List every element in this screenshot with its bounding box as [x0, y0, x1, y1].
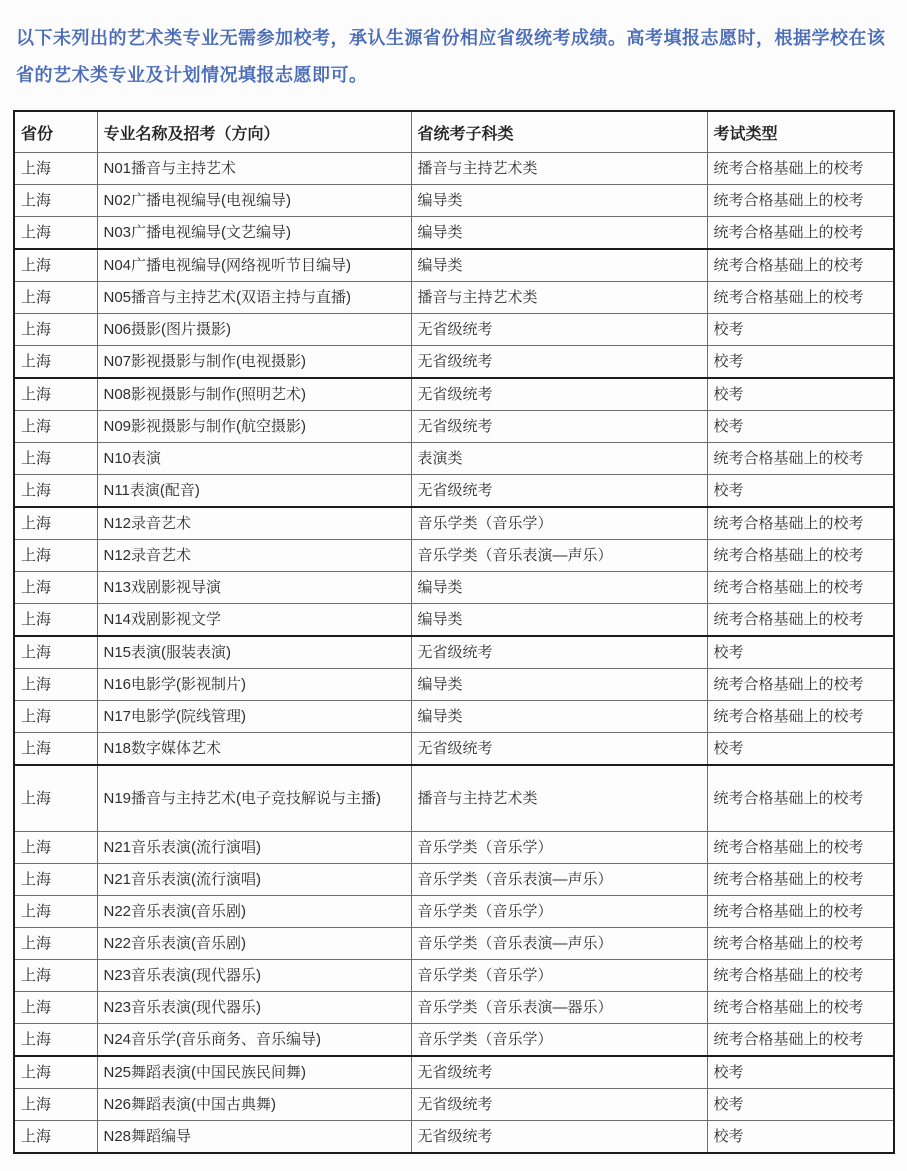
cell-exam-type: 校考	[707, 1056, 894, 1089]
cell-major: N22音乐表演(音乐剧)	[97, 896, 411, 928]
cell-subcategory: 播音与主持艺术类	[411, 282, 707, 314]
cell-major: N23音乐表演(现代器乐)	[97, 992, 411, 1024]
cell-major: N26舞蹈表演(中国古典舞)	[97, 1089, 411, 1121]
table-row	[14, 411, 894, 443]
cell-province: 上海	[14, 896, 97, 928]
cell-subcategory: 音乐学类（音乐表演—声乐）	[411, 928, 707, 960]
table-row	[14, 1056, 894, 1089]
cell-major: N12录音艺术	[97, 540, 411, 572]
cell-major: N21音乐表演(流行演唱)	[97, 864, 411, 896]
cell-province: 上海	[14, 443, 97, 475]
cell-province: 上海	[14, 1089, 97, 1121]
header-exam-type: 考试类型	[707, 111, 894, 153]
cell-major: N12录音艺术	[97, 507, 411, 540]
cell-subcategory: 编导类	[411, 217, 707, 250]
table-row	[14, 701, 894, 733]
table-row	[14, 540, 894, 572]
cell-major: N17电影学(院线管理)	[97, 701, 411, 733]
table-row	[14, 896, 894, 928]
cell-subcategory: 音乐学类（音乐表演—声乐）	[411, 540, 707, 572]
cell-province: 上海	[14, 636, 97, 669]
cell-province: 上海	[14, 540, 97, 572]
header-major: 专业名称及招考（方向）	[97, 111, 411, 153]
cell-province: 上海	[14, 1056, 97, 1089]
cell-exam-type: 校考	[707, 1089, 894, 1121]
cell-major: N22音乐表演(音乐剧)	[97, 928, 411, 960]
cell-subcategory: 编导类	[411, 185, 707, 217]
cell-subcategory: 播音与主持艺术类	[411, 765, 707, 832]
cell-major: N01播音与主持艺术	[97, 153, 411, 185]
cell-province: 上海	[14, 604, 97, 637]
cell-exam-type: 统考合格基础上的校考	[707, 1024, 894, 1057]
table-body	[14, 153, 894, 1154]
cell-exam-type: 统考合格基础上的校考	[707, 832, 894, 864]
table-row	[14, 669, 894, 701]
cell-province: 上海	[14, 1121, 97, 1154]
cell-major: N08影视摄影与制作(照明艺术)	[97, 378, 411, 411]
cell-subcategory: 表演类	[411, 443, 707, 475]
table-row	[14, 960, 894, 992]
cell-province: 上海	[14, 378, 97, 411]
cell-major: N05播音与主持艺术(双语主持与直播)	[97, 282, 411, 314]
table-row	[14, 765, 894, 832]
cell-province: 上海	[14, 733, 97, 766]
cell-major: N13戏剧影视导演	[97, 572, 411, 604]
cell-subcategory: 播音与主持艺术类	[411, 153, 707, 185]
cell-subcategory: 音乐学类（音乐学）	[411, 507, 707, 540]
cell-province: 上海	[14, 507, 97, 540]
cell-subcategory: 编导类	[411, 572, 707, 604]
cell-exam-type: 统考合格基础上的校考	[707, 540, 894, 572]
table-row	[14, 733, 894, 766]
table-row	[14, 1089, 894, 1121]
cell-subcategory: 无省级统考	[411, 314, 707, 346]
cell-province: 上海	[14, 314, 97, 346]
cell-exam-type: 统考合格基础上的校考	[707, 604, 894, 637]
cell-subcategory: 音乐学类（音乐表演—器乐）	[411, 992, 707, 1024]
cell-major: N02广播电视编导(电视编导)	[97, 185, 411, 217]
table-row	[14, 282, 894, 314]
table-row	[14, 217, 894, 250]
table-row	[14, 636, 894, 669]
cell-province: 上海	[14, 153, 97, 185]
cell-province: 上海	[14, 1024, 97, 1057]
cell-exam-type: 统考合格基础上的校考	[707, 282, 894, 314]
cell-subcategory: 无省级统考	[411, 733, 707, 766]
cell-province: 上海	[14, 346, 97, 379]
cell-exam-type: 统考合格基础上的校考	[707, 928, 894, 960]
table-header	[14, 111, 894, 153]
majors-table	[13, 110, 895, 1154]
cell-subcategory: 编导类	[411, 701, 707, 733]
table-row	[14, 864, 894, 896]
cell-subcategory: 无省级统考	[411, 411, 707, 443]
cell-province: 上海	[14, 701, 97, 733]
table-row	[14, 314, 894, 346]
cell-province: 上海	[14, 282, 97, 314]
cell-exam-type: 统考合格基础上的校考	[707, 249, 894, 282]
cell-major: N16电影学(影视制片)	[97, 669, 411, 701]
cell-major: N06摄影(图片摄影)	[97, 314, 411, 346]
cell-province: 上海	[14, 832, 97, 864]
cell-major: N24音乐学(音乐商务、音乐编导)	[97, 1024, 411, 1057]
cell-exam-type: 校考	[707, 314, 894, 346]
table-row	[14, 928, 894, 960]
table-row	[14, 249, 894, 282]
table-row	[14, 507, 894, 540]
cell-subcategory: 音乐学类（音乐学）	[411, 1024, 707, 1057]
cell-subcategory: 无省级统考	[411, 378, 707, 411]
cell-exam-type: 统考合格基础上的校考	[707, 153, 894, 185]
table-row	[14, 153, 894, 185]
cell-subcategory: 编导类	[411, 669, 707, 701]
table-row	[14, 1024, 894, 1057]
cell-exam-type: 统考合格基础上的校考	[707, 864, 894, 896]
cell-subcategory: 音乐学类（音乐学）	[411, 960, 707, 992]
cell-exam-type: 校考	[707, 475, 894, 508]
cell-subcategory: 无省级统考	[411, 1056, 707, 1089]
cell-major: N19播音与主持艺术(电子竞技解说与主播)	[97, 765, 411, 832]
cell-exam-type: 统考合格基础上的校考	[707, 896, 894, 928]
cell-subcategory: 无省级统考	[411, 346, 707, 379]
cell-subcategory: 无省级统考	[411, 636, 707, 669]
cell-province: 上海	[14, 765, 97, 832]
cell-province: 上海	[14, 217, 97, 250]
table-row	[14, 185, 894, 217]
cell-subcategory: 音乐学类（音乐表演—声乐）	[411, 864, 707, 896]
intro-paragraph: 以下未列出的艺术类专业无需参加校考，承认生源省份相应省级统考成绩。高考填报志愿时，根据学校在该省的艺术类专业及计划情况填报志愿即可。	[16, 28, 886, 85]
cell-major: N28舞蹈编导	[97, 1121, 411, 1154]
cell-major: N23音乐表演(现代器乐)	[97, 960, 411, 992]
cell-exam-type: 校考	[707, 636, 894, 669]
cell-province: 上海	[14, 928, 97, 960]
cell-exam-type: 校考	[707, 1121, 894, 1154]
table-row	[14, 346, 894, 379]
cell-exam-type: 统考合格基础上的校考	[707, 701, 894, 733]
header-row	[14, 111, 894, 153]
cell-exam-type: 统考合格基础上的校考	[707, 960, 894, 992]
cell-major: N04广播电视编导(网络视听节目编导)	[97, 249, 411, 282]
table-row	[14, 572, 894, 604]
table-row	[14, 1121, 894, 1154]
cell-province: 上海	[14, 249, 97, 282]
cell-major: N11表演(配音)	[97, 475, 411, 508]
cell-major: N14戏剧影视文学	[97, 604, 411, 637]
cell-major: N09影视摄影与制作(航空摄影)	[97, 411, 411, 443]
cell-exam-type: 统考合格基础上的校考	[707, 572, 894, 604]
cell-province: 上海	[14, 185, 97, 217]
cell-exam-type: 校考	[707, 378, 894, 411]
cell-major: N21音乐表演(流行演唱)	[97, 832, 411, 864]
table-row	[14, 378, 894, 411]
cell-exam-type: 校考	[707, 346, 894, 379]
cell-province: 上海	[14, 864, 97, 896]
cell-subcategory: 无省级统考	[411, 1089, 707, 1121]
cell-province: 上海	[14, 960, 97, 992]
cell-exam-type: 统考合格基础上的校考	[707, 507, 894, 540]
cell-subcategory: 无省级统考	[411, 1121, 707, 1154]
cell-exam-type: 统考合格基础上的校考	[707, 443, 894, 475]
cell-exam-type: 统考合格基础上的校考	[707, 765, 894, 832]
cell-exam-type: 校考	[707, 411, 894, 443]
cell-exam-type: 统考合格基础上的校考	[707, 217, 894, 250]
table-row	[14, 604, 894, 637]
header-subcategory: 省统考子科类	[411, 111, 707, 153]
cell-province: 上海	[14, 669, 97, 701]
cell-major: N18数字媒体艺术	[97, 733, 411, 766]
table-row	[14, 832, 894, 864]
cell-exam-type: 校考	[707, 733, 894, 766]
cell-major: N25舞蹈表演(中国民族民间舞)	[97, 1056, 411, 1089]
cell-subcategory: 编导类	[411, 249, 707, 282]
cell-subcategory: 无省级统考	[411, 475, 707, 508]
cell-province: 上海	[14, 411, 97, 443]
cell-subcategory: 编导类	[411, 604, 707, 637]
cell-exam-type: 统考合格基础上的校考	[707, 669, 894, 701]
cell-exam-type: 统考合格基础上的校考	[707, 185, 894, 217]
table-row	[14, 443, 894, 475]
cell-major: N03广播电视编导(文艺编导)	[97, 217, 411, 250]
cell-major: N10表演	[97, 443, 411, 475]
cell-province: 上海	[14, 992, 97, 1024]
cell-province: 上海	[14, 475, 97, 508]
cell-province: 上海	[14, 572, 97, 604]
cell-major: N15表演(服装表演)	[97, 636, 411, 669]
cell-subcategory: 音乐学类（音乐学）	[411, 896, 707, 928]
cell-subcategory: 音乐学类（音乐学）	[411, 832, 707, 864]
cell-exam-type: 统考合格基础上的校考	[707, 992, 894, 1024]
cell-major: N07影视摄影与制作(电视摄影)	[97, 346, 411, 379]
table-row	[14, 992, 894, 1024]
table-row	[14, 475, 894, 508]
header-province: 省份	[14, 111, 97, 153]
